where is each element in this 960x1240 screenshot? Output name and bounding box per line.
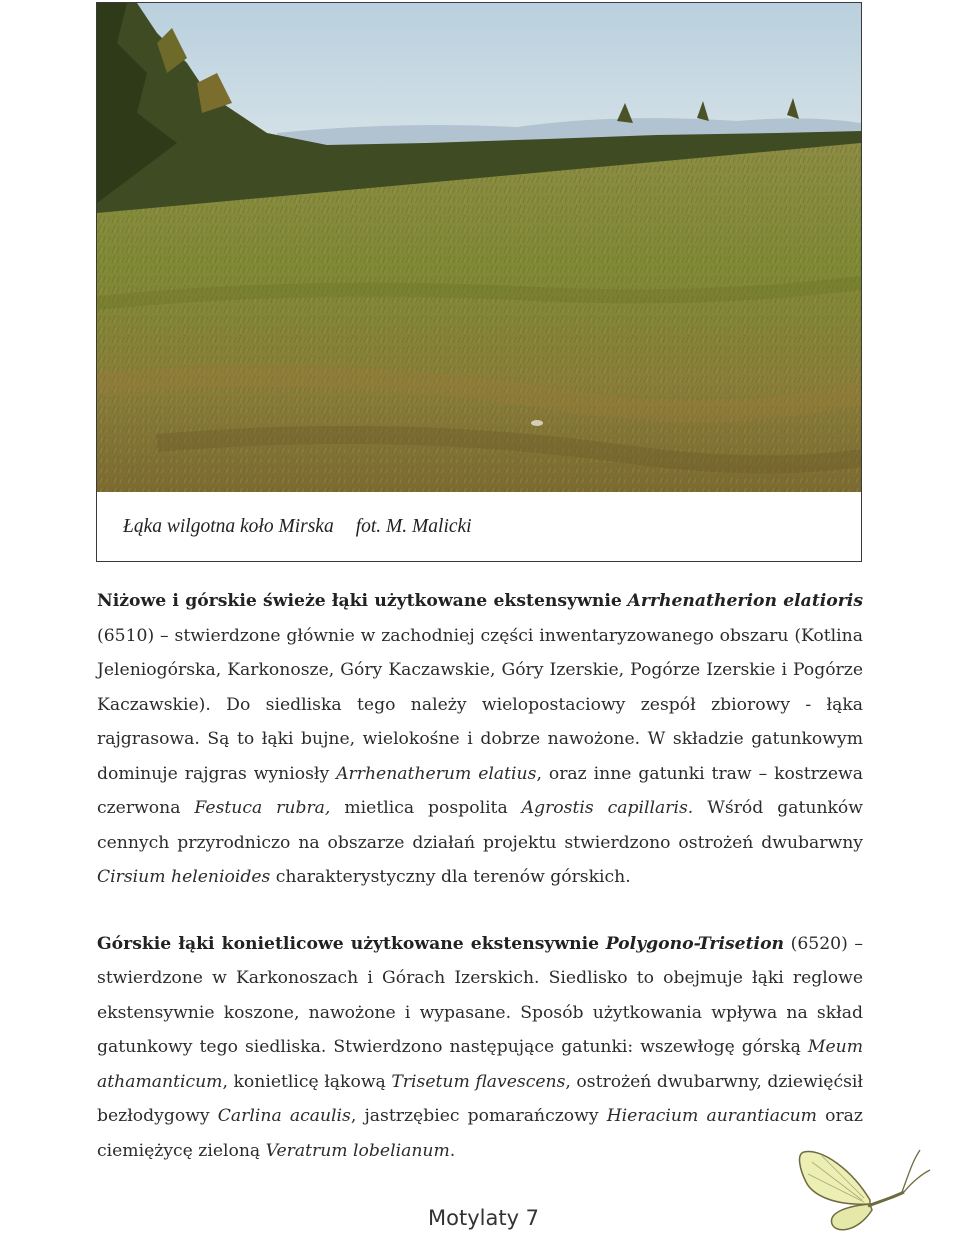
butterfly-icon <box>792 1140 932 1236</box>
text-run: . <box>449 1140 456 1161</box>
text-run: oraz ciemiężycę zieloną <box>97 1106 863 1161</box>
paragraph-6510 <box>97 584 863 895</box>
species-name: Cirsium helenioides <box>97 867 271 887</box>
text-run: , konietlicę łąkową <box>222 1071 392 1092</box>
paragraph-heading: Niżowe i górskie świeże łąki użytkowane ekstensywnie <box>97 591 622 611</box>
species-name: Trisetum flavescens <box>391 1071 566 1092</box>
species-name: Festuca rubra, <box>194 798 331 818</box>
paragraph-6520 <box>97 927 863 1169</box>
photo-figure <box>96 2 862 562</box>
species-name: Veratrum lobelianum <box>265 1140 450 1161</box>
page-footer <box>428 1206 539 1230</box>
text-run: (6520) – stwierdzone w Karkonoszach i Górach Izerskich. Siedlisko to obejmuje łąki reglowe ekstensywnie koszone, nawożone i wypasane. Sposób użytkowania wpływa na skład gatunkowy tego siedliska. Stwierdzono następujące gatunki: wszewłogę górską <box>97 933 863 1057</box>
habitat-latin-name: Polygono-Trisetion <box>605 933 785 954</box>
caption-credit: fot. M. Malicki <box>355 516 472 537</box>
text-run: mietlica pospolita <box>330 798 522 818</box>
caption-title: Łąka wilgotna koło Mirska <box>123 516 334 537</box>
species-name: Arrhenatherum elatius <box>336 763 537 784</box>
text-run: , jastrzębiec pomarańczowy <box>350 1106 607 1126</box>
habitat-latin-name: Arrhenatherion elatioris <box>627 591 864 611</box>
text-run: (6510) – stwierdzone głównie w zachodniej części inwentaryzowanego obszaru (Kotlina Jeleniogórska, Karkonosze, Góry Kaczawskie, Góry Izerskie, Pogórze Izerskie i Pogórze Kaczawskie). Do siedliska tego należy wielopostaciowy zespół zbiorowy - łąka rajgrasowa. Są to łąki bujne, wielokośne i dobrze nawożone. W składzie gatunkowym dominuje rajgras wyniosły <box>97 625 863 784</box>
species-name: Carlina acaulis <box>217 1106 351 1126</box>
meadow-photo <box>97 3 861 492</box>
photo-caption <box>123 516 472 538</box>
species-name: Agrostis capillaris. <box>521 798 694 818</box>
text-run: , ostrożeń dwubarwny, dziewięćsił bezłodygowy <box>97 1071 863 1126</box>
text-run: Wśród gatunków cennych przyrodniczo na obszarze działań projektu stwierdzono ostrożeń dwubarwny <box>97 798 863 853</box>
text-run: charakterystyczny dla terenów górskich. <box>270 867 631 887</box>
paragraph-heading: Górskie łąki konietlicowe użytkowane ekstensywnie <box>97 933 600 954</box>
species-name: Meum athamanticum <box>97 1037 863 1092</box>
meadow-photo-graphic <box>97 3 861 492</box>
footer-label-part: Motyl <box>428 1206 486 1230</box>
species-name: Hieracium aurantiacum <box>606 1106 817 1126</box>
article-body <box>97 584 863 1168</box>
footer-label-rest: aty 7 <box>485 1206 540 1230</box>
text-run: , oraz inne gatunki traw – kostrzewa czerwona <box>97 763 863 818</box>
